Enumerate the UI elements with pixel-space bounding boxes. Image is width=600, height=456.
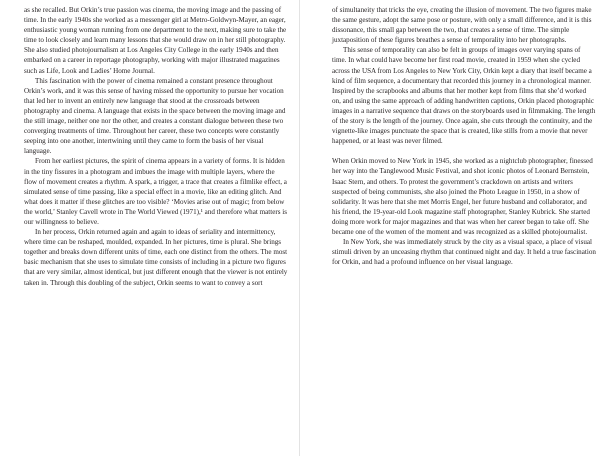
left-paragraph-4: In her process, Orkin returned again and again to ideas of seriality and intermittency, where time can be reshaped, moulded, expanded. In her pictures, time is plural. She brings together and breaks down different units of time, each one distinct from the others. The most basic mechanism that she uses to simulate time consists of including in a picture two figures that are very similar, almost identical, but just different enough that the viewer is not entirely taken in. Through this doubling of the subject, Orkin seems to want to convey a sort <box>24 228 288 287</box>
right-paragraph-2: This sense of temporality can also be felt in groups of images over varying spans of time. In what could have become her first road movie, created in 1959 when she cycled across the USA from Los Angeles to New York City, Orkin kept a diary that itself became a kind of film sequence, a documentary that recorded this journey in a chronological manner. Inspired by the scrapbooks and albums that her mother kept from films that she’d worked on, and using the same approach of adding handwritten captions, Orkin placed photographic images in a narrative sequence that draws on the storyboards used in filmmaking. The length of the story is the length of the journey. Once again, she cuts through the continuity, and the vignette-like images punctuate the space that is created, like stills from a movie that never happened, or at least was never filmed. <box>332 46 596 146</box>
left-paragraph-3: From her earliest pictures, the spirit of cinema appears in a variety of forms. It is hidden in the tiny fissures in a photogram and imbues the image with multiple layers, where the flow of movement creates a rhythm. A spark, a trigger, a trace that creates a filmlike effect, a simulated sense of time passing, like a special effect in a movie, like an editing glitch. And what does it matter if these glitches are too visible? ‘Movies arise out of magic; from below the world,’ Stanley Cavell wrote in The World Viewed (1971),¹ and therefore what matters is our willingness to believe. <box>24 157 288 226</box>
right-paragraph-4: In New York, she was immediately struck by the city as a visual space, a place of visual stimuli driven by an unceasing rhythm that continued night and day. It held a true fascination for Orkin, and had a profound influence on her visual language. <box>332 238 596 267</box>
right-paragraph-1: of simultaneity that tricks the eye, creating the illusion of movement. The two figures make the same gesture, adopt the same pose or posture, with only a small difference, and it is this dissonance, this small gap between the two, that creates a sense of time. The simple juxtaposition of these figures breathes a sense of temporality into her photographs. <box>332 6 592 45</box>
right-paragraph-3: When Orkin moved to New York in 1945, she worked as a nightclub photographer, finessed her way into the Tanglewood Music Festival, and shot iconic photos of Leonard Bernstein, Isaac Stern, and others. To protest the government’s crackdown on artists and writers suspected of being communists, she also joined the Photo League in 1950, in a show of solidarity. It was here that she met Morris Engel, her future husband and collaborator, and his friend, the 19-year-old Look magazine staff photographer, Stanley Kubrick. She started doing more work for major magazines and that was when her career began to take off. She became one of the women of the moment and was recognized as a skilled photojournalist. <box>332 157 593 236</box>
right-text-column <box>332 5 596 267</box>
left-text-column <box>24 5 288 288</box>
right-page <box>300 0 600 456</box>
left-paragraph-1: as she recalled. But Orkin’s true passion was cinema, the moving image and the passing of time. In the early 1940s she worked as a messenger girl at Metro-Goldwyn-Mayer, an eager, enthusiastic young woman running from one department to the next, making sure to take the time to look closely and learn many lessons that she would draw on in her still photography. She also studied photojournalism at Los Angeles City College in the early 1940s and then embarked on a career in reportage photography, working with major illustrated magazines such as Life, Look and Ladies’ Home Journal. <box>24 6 287 75</box>
left-paragraph-2: This fascination with the power of cinema remained a constant presence throughout Orkin’s work, and it was this sense of having missed the opportunity to pursue her vocation that led her to invent an entirely new language that stood at the crossroads between photography and cinema. A language that exists in the space between the moving image and the still image, neither one nor the other, and creates a constant dialogue between these two converging treatments of time. Throughout her career, these two concepts were constantly seeping into one another, intertwining until they came to form the basis of her visual language. <box>24 76 286 156</box>
